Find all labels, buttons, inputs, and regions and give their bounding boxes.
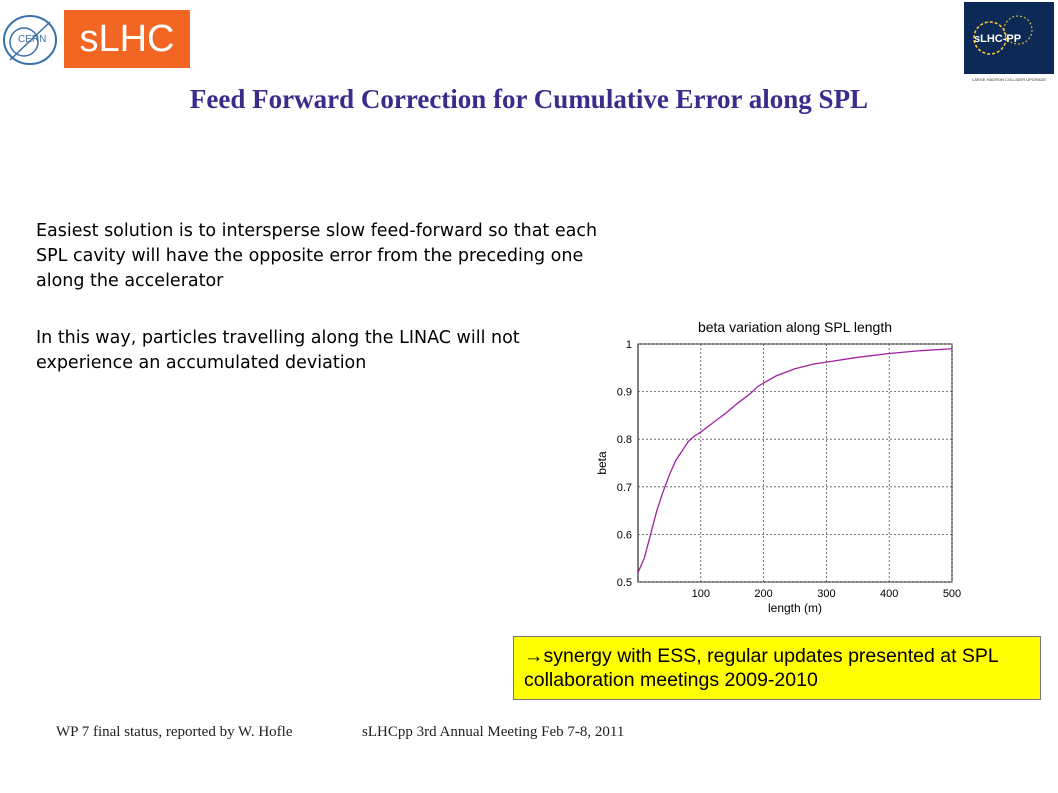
y-tick-label: 0.6 [616,529,632,542]
x-tick-label: 200 [754,588,773,600]
beta-variation-chart [590,306,990,626]
y-axis-label: beta [595,451,609,475]
y-tick-label: 0.9 [616,386,632,399]
body-paragraph-2: In this way, particles travelling along the LINAC will not experience an accumulated deviation [36,328,520,373]
page-title: Feed Forward Correction for Cumulative Error along SPL [189,84,869,114]
x-tick-label: 300 [817,588,836,600]
arrow-icon: → [524,645,544,667]
cern-logo [0,8,64,72]
footer-center: sLHCpp 3rd Annual Meeting Feb 7-8, 2011 [362,724,625,740]
x-tick-label: 400 [880,588,899,600]
y-tick-label: 1 [625,339,632,351]
cern-logo-text: CERN [18,34,47,45]
plot-area [638,344,952,582]
slhc-pp-logo [960,0,1058,84]
x-tick-label: 500 [942,588,962,600]
chart-title: beta variation along SPL length [697,319,893,335]
x-tick-label: 100 [691,588,710,600]
slhc-pp-logo-text: sLHC-PP [974,33,1022,45]
x-axis-label: length (m) [767,601,823,615]
footer-left: WP 7 final status, reported by W. Hofle [56,724,293,740]
note-text: synergy with ESS, regular updates presented at SPL collaboration meetings 2009-2010 [524,645,999,691]
slhc-badge: sLHC [64,10,190,68]
y-tick-label: 0.8 [616,434,632,447]
slhc-pp-logo-caption: LARGE HADRON COLLIDER UPGRADE [971,77,1047,82]
y-tick-label: 0.7 [616,481,632,494]
body-paragraph-1: Easiest solution is to intersperse slow feed-forward so that each SPL cavity will have the opposite error from the preceding one along the accelerator [36,221,598,291]
y-tick-label: 0.5 [616,577,632,589]
note-box [513,636,1041,700]
